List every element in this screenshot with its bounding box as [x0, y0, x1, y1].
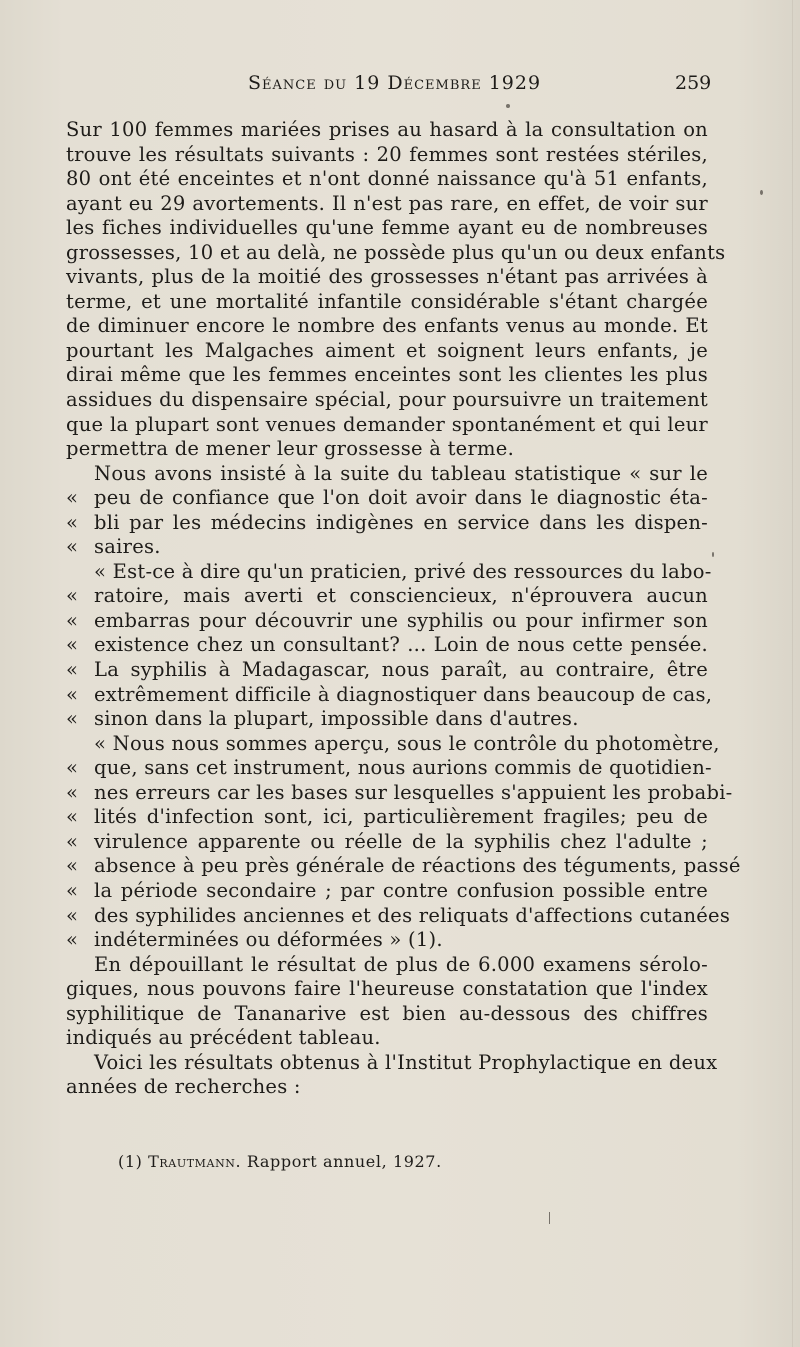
- quote-mark: «: [66, 829, 79, 853]
- text-line: [66, 314, 708, 339]
- text-line-content: indéterminées ou déformées » (1).: [94, 928, 443, 952]
- text-line-content: indiqués au précédent tableau.: [66, 1026, 381, 1050]
- scan-speck: [549, 1212, 550, 1224]
- text-line-content: que la plupart sont venues demander spontanément et qui leur: [66, 412, 708, 436]
- text-line-content: de diminuer encore le nombre des enfants venus au monde. Et: [66, 314, 708, 338]
- page-edge-shadow: [792, 0, 793, 1347]
- text-line: [66, 363, 708, 388]
- text-line-content: sinon dans la plupart, impossible dans d'autres.: [94, 707, 579, 731]
- text-line-content: giques, nous pouvons faire l'heureuse constatation que l'index: [66, 977, 708, 1001]
- text-line-content: La syphilis à Madagascar, nous paraît, au contraire, être: [94, 658, 708, 682]
- text-line: [66, 707, 708, 732]
- text-line-content: Voici les résultats obtenus à l'Institut Prophylactique en deux: [94, 1050, 718, 1074]
- quote-mark: «: [66, 878, 79, 902]
- text-line: [66, 903, 731, 929]
- text-line: [66, 535, 708, 560]
- text-line-content: nes erreurs car les bases sur lesquelles s'appuient les probabi-: [94, 780, 733, 804]
- text-line-content: syphilitique de Tananarive est bien au-dessous des chiffres: [66, 1001, 708, 1025]
- text-line-content: Nous avons insisté à la suite du tableau statistique « sur le: [94, 461, 708, 485]
- text-line-content: embarras pour découvrir une syphilis ou pour infirmer son: [94, 608, 708, 632]
- text-line-content: assidues du dispensaire spécial, pour poursuivre un traitement: [66, 388, 708, 412]
- text-line: [66, 879, 708, 904]
- body-text: [66, 118, 741, 1100]
- text-line: [66, 756, 712, 781]
- quote-mark: «: [66, 780, 79, 804]
- text-line-content: « Est-ce à dire qu'un praticien, privé des ressources du labo-: [94, 559, 712, 583]
- text-line-content: Sur 100 femmes mariées prises au hasard à la consultation on: [66, 118, 708, 141]
- text-line: [66, 216, 708, 241]
- text-line-content: « Nous nous sommes aperçu, sous le contrôle du photomètre,: [94, 731, 720, 755]
- text-line-content: virulence apparente ou réelle de la syphilis chez l'adulte ;: [94, 829, 708, 853]
- text-line: [66, 731, 720, 757]
- text-line-content: grossesses, 10 et au delà, ne possède plus qu'un ou deux enfants: [66, 240, 726, 264]
- text-line: [66, 805, 708, 830]
- quote-mark: «: [66, 535, 79, 559]
- quote-mark: «: [66, 756, 79, 780]
- scan-speck: [506, 104, 510, 108]
- footnote-text: Rapport annuel, 1927.: [246, 1152, 442, 1171]
- text-line: [66, 1026, 708, 1051]
- text-line-content: que, sans cet instrument, nous aurions commis de quotidien-: [94, 756, 712, 780]
- text-line-content: trouve les résultats suivants : 20 femmes sont restées stériles,: [66, 142, 708, 166]
- text-line-content: saires.: [94, 535, 161, 559]
- text-line-content: absence à peu près générale de réactions des téguments, passé: [94, 854, 741, 878]
- text-line-content: la période secondaire ; par contre confusion possible entre: [94, 878, 708, 902]
- text-line-content: années de recherches :: [66, 1075, 301, 1099]
- text-line: [66, 658, 708, 683]
- page-number: 259: [675, 72, 712, 94]
- text-line: [66, 167, 708, 192]
- quote-mark: «: [66, 707, 79, 731]
- text-line: [66, 1002, 708, 1027]
- quote-mark: «: [66, 928, 79, 952]
- text-line: [66, 953, 708, 978]
- text-line: [66, 413, 708, 438]
- text-line: [66, 854, 741, 879]
- running-head-title: Séance du 19 Décembre 1929: [248, 72, 542, 94]
- text-line-content: dirai même que les femmes enceintes sont les clientes les plus: [66, 363, 708, 387]
- text-line-content: vivants, plus de la moitié des grossesses n'étant pas arrivées à: [66, 265, 708, 289]
- text-line-content: extrêmement difficile à diagnostiquer dans beaucoup de cas,: [94, 682, 713, 706]
- text-line: [66, 609, 708, 634]
- scan-speck: [760, 190, 763, 195]
- text-line: [66, 977, 708, 1002]
- text-line: [66, 290, 708, 315]
- quote-mark: «: [66, 608, 79, 632]
- quote-mark: «: [66, 854, 79, 878]
- text-line-content: ratoire, mais averti et consciencieux, n'éprouvera aucun: [94, 584, 708, 608]
- footnote: [118, 1152, 442, 1171]
- text-line: [66, 780, 733, 806]
- text-line-content: bli par les médecins indigènes en service dans les dispen-: [94, 510, 708, 534]
- text-line-content: lités d'infection sont, ici, particulièrement fragiles; peu de: [94, 805, 708, 829]
- text-line: [66, 559, 712, 585]
- text-line: [66, 339, 708, 364]
- text-line: [66, 240, 726, 266]
- quote-mark: «: [66, 805, 79, 829]
- quote-mark: «: [66, 633, 79, 657]
- text-line: [66, 1075, 708, 1100]
- text-line: [66, 462, 708, 487]
- text-line: [66, 437, 708, 462]
- text-line: [66, 265, 708, 290]
- text-line: [66, 633, 708, 658]
- text-line-content: terme, et une mortalité infantile considérable s'étant chargée: [66, 289, 708, 313]
- scan-speck: [712, 552, 714, 557]
- text-line-content: 80 ont été enceintes et n'ont donné naissance qu'à 51 enfants,: [66, 167, 708, 191]
- text-line: [66, 928, 708, 953]
- quote-mark: «: [66, 682, 79, 706]
- quote-mark: «: [66, 486, 79, 510]
- quote-mark: «: [66, 658, 79, 682]
- text-line: [66, 682, 713, 708]
- footnote-author: Trautmann.: [148, 1152, 242, 1171]
- text-line-content: pourtant les Malgaches aiment et soignent leurs enfants, je: [66, 338, 708, 362]
- quote-mark: «: [66, 903, 79, 927]
- quote-mark: «: [66, 584, 79, 608]
- footnote-number: (1): [118, 1152, 143, 1171]
- text-line-content: existence chez un consultant? ... Loin de nous cette pensée.: [94, 633, 708, 657]
- text-line-content: En dépouillant le résultat de plus de 6.000 examens sérolo-: [94, 952, 708, 976]
- text-line: [66, 143, 708, 168]
- text-line-content: les fiches individuelles qu'une femme ayant eu de nombreuses: [66, 216, 708, 240]
- text-line: [66, 118, 708, 143]
- text-line: [66, 830, 708, 855]
- text-line: [66, 584, 708, 609]
- text-line-content: des syphilides anciennes et des reliquats d'affections cutanées: [94, 903, 731, 927]
- text-line-content: ayant eu 29 avortements. Il n'est pas rare, en effet, de voir sur: [66, 191, 708, 215]
- text-line: [66, 486, 708, 511]
- text-line-content: peu de confiance que l'on doit avoir dans le diagnostic éta-: [94, 486, 708, 510]
- text-line: [66, 192, 708, 217]
- text-line: [66, 1050, 718, 1076]
- text-line-content: permettra de mener leur grossesse à terme.: [66, 437, 515, 461]
- text-line: [66, 511, 708, 536]
- quote-mark: «: [66, 510, 79, 534]
- running-head: [0, 72, 800, 102]
- text-line: [66, 388, 708, 413]
